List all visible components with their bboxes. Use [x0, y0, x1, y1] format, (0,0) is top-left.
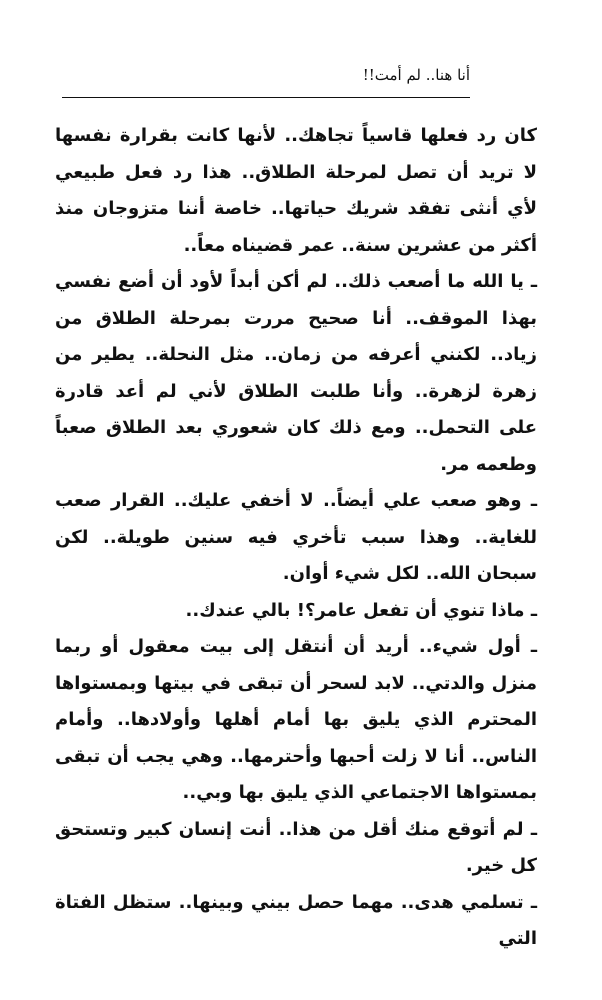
paragraph-dialogue: ـ ماذا تنوي أن تفعل عامر؟! بالي عندك..	[185, 599, 537, 621]
page-body	[55, 118, 537, 958]
header-divider	[62, 97, 470, 98]
paragraph-dialogue: ـ يا الله ما أصعب ذلك.. لم أكن أبداً لأود أن أضع نفسي بهذا الموقف.. أنا صحيح مررت بمرحلة الطلاق من زياد.. لكنني أعرفه من زمان.. مثل النحلة.. يطير من زهرة لزهرة.. وأنا طلبت الطلاق لأني لم أعد قادرة على التحمل.. ومع ذلك كان شعوري بعد الطلاق صعباً وطعمه مر.	[55, 271, 537, 475]
paragraph-dialogue: ـ لم أتوقع منك أقل من هذا.. أنت إنسان كبير وتستحق كل خير.	[55, 818, 537, 876]
paragraph-dialogue: ـ وهو صعب علي أيضاً.. لا أخفي عليك.. القرار صعب للغاية.. وهذا سبب تأخري فيه سنين طويلة.. لكن سبحان الله.. لكل شيء أوان.	[55, 490, 537, 584]
running-header: أنا هنا.. لم أمت!!	[362, 66, 470, 84]
paragraph-dialogue: ـ أول شيء.. أريد أن أنتقل إلى بيت معقول أو ربما منزل والدتي.. لابد لسحر أن تبقى في بيتها وبمستواها المحترم الذي يليق بها أمام أهلها وأولادها.. وأمام الناس.. أنا لا زلت أحبها وأحترمها.. وهي يجب أن تبقى بمستواها الاجتماعي الذي يليق بها وبي..	[55, 636, 537, 803]
paragraph-dialogue: ـ تسلمي هدى.. مهما حصل بيني وبينها.. ستظل الفتاة التي	[55, 891, 537, 949]
paragraph-narration: كان رد فعلها قاسياً تجاهك.. لأنها كانت بقرارة نفسها لا تريد أن تصل لمرحلة الطلاق.. هذا رد فعل طبيعي لأي أنثى تفقد شريك حياتها.. خاصة أننا متزوجان منذ أكثر من عشرين سنة.. عمر قضيناه معاً..	[55, 125, 537, 256]
